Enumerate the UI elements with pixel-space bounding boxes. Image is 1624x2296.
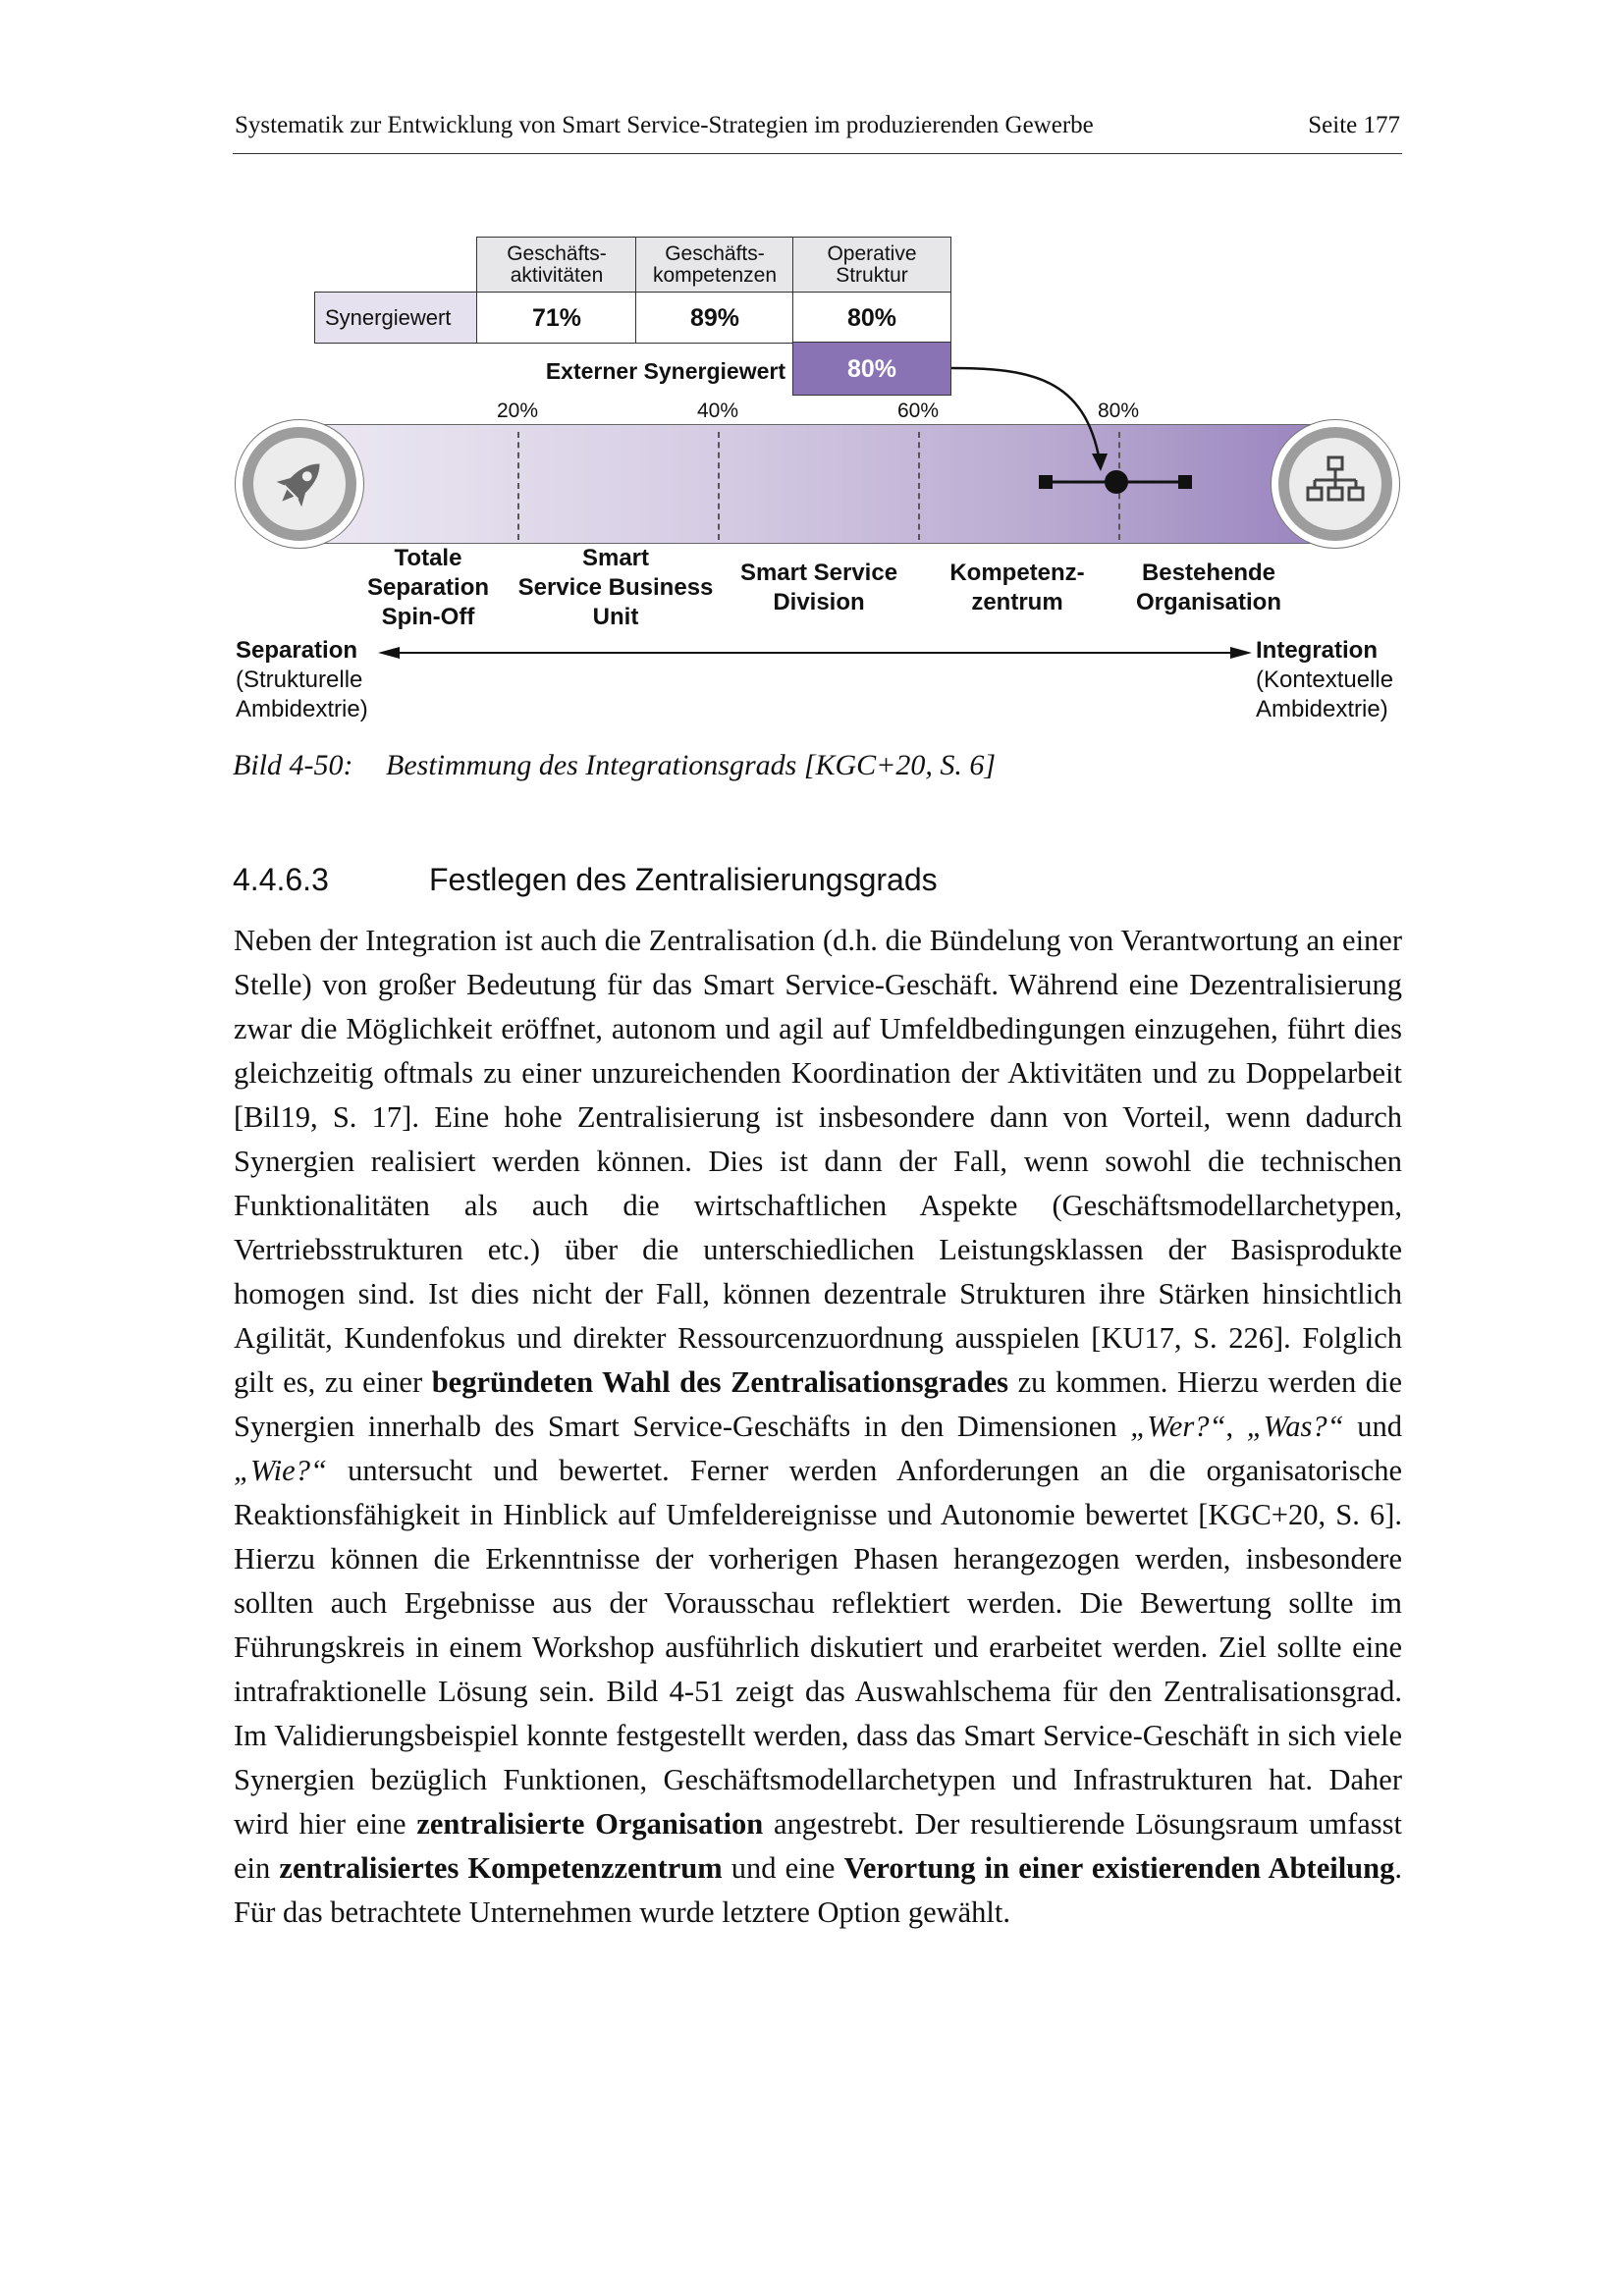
bold-run: zentralisierte Organisation [416,1807,764,1841]
figure-caption [233,749,996,782]
text-run: und [1357,1410,1403,1443]
external-synergy-label: Externer Synergiewert [545,357,785,384]
section-number: 4.4.6.3 [233,862,329,897]
bold-run: Verortung in einer existierenden Abteilung [843,1851,1395,1885]
external-synergy-value: 80% [792,342,951,396]
text-run: , [1225,1410,1234,1443]
bold-run: zentralisiertes Kompetenzzentrum [279,1851,723,1885]
selection-arrow [951,368,1100,461]
axis-right-title: Integration [1256,637,1378,664]
text-run: und eine [731,1851,836,1885]
selected-position-marker [1105,470,1128,494]
page-number: Seite 177 [1308,112,1400,138]
italic-run: „Wie?“ [234,1454,327,1487]
figure-overlay [0,0,1624,746]
stage-spin-off: Totale Separation Spin-Off [366,545,490,630]
scale-label-80: 80% [1097,400,1140,422]
text-run: Neben der Integration ist auch die Zentralisation (d.h. die Bündelung von Verantwortung an einer Stelle) von großer Bedeutung für das Smart Service-Geschäft. Während eine Dezentralisierung zwar die Möglichkeit eröffnet, autonom und agil auf Umfeldbedingungen einzugehen, führt dies gleichzeitig oftmals zu einer unzureichenden Koordination der Aktivitäten und zu Doppelarbeit [Bil19, S. 17]. Eine hohe Zentralisierung ist insbesondere dann von Vorteil, wenn dadurch Synergien realisiert werden können. Dies ist dann der Fall, wenn sowohl die technischen Funktionalitäten als auch die wirtschaftlichen Aspekte (Geschäftsmodellarchetypen, Vertriebsstrukturen etc.) über die unterschiedlichen Leistungsklassen der Basisprodukte homogen sind. Ist dies nicht der Fall, können dezentrale Strukturen ihre Stärken hinsichtlich Agilität, Kundenfokus und direkter Ressourcenzuordnung ausspielen [KU17, S. 226]. Folglich gilt es, zu einer [234,924,1402,1399]
stage-division: Smart Service Division [739,560,898,615]
axis-right-sub1: (Kontextuelle [1256,667,1394,693]
text-run: zu kommen. Hierzu werden die Synergien innerhalb des Smart Service-Geschäfts in den Dimensionen [234,1365,1403,1443]
text-run: untersucht und bewertet. Ferner werden Anforderungen an die organisatorische Reaktionsfähigkeit in Hinblick auf Umfeldereignisse und Autonomie bewertet [KGC+20, S. 6]. Hierzu können die Erkenntnisse der vorherigen Phasen herangezogen werden, insbesondere sollten auch Ergebnisse aus der Vorausschau reflektiert werden. Die Bewertung sollte im Führungskreis in einem Workshop ausführlich diskutiert und erarbeitet werden. Ziel sollte eine intrafraktionelle Lösung sein. Bild 4-51 zeigt das Auswahlschema für den Zentralisationsgrad. Im Validierungsbeispiel konnte festgestellt werden, dass das Smart Service-Geschäft in sich viele Synergien bezüglich Funktionen, Geschäftsmodellarchetypen und Infrastrukturen hat. Daher wird hier eine [234,1454,1403,1841]
bold-run: begründeten Wahl des Zentralisationsgrades [431,1365,1009,1399]
integration-figure [0,0,1624,746]
axis-left-sub1: (Strukturelle [236,667,363,693]
integration-circle [1271,419,1400,549]
org-chart-icon [1304,453,1367,515]
section-heading [233,862,938,898]
stage-business-unit: Smart Service Business Unit [517,545,714,630]
scale-label-20: 20% [496,400,539,422]
axis-left-sub2: Ambidextrie) [236,696,368,722]
col-header-competencies: Geschäfts- kompetenzen [635,237,794,294]
scale-label-40: 40% [696,400,739,422]
caption-number: Bild 4-50: [233,749,353,781]
axis-left-title: Separation [236,637,358,664]
text-run: . Für das betrachtete Unternehmen wurde letztere Option gewählt. [234,1851,1402,1929]
separation-circle [235,419,364,549]
row-label-synergy: Synergiewert [314,292,478,344]
value-competencies: 89% [635,292,794,344]
selection-arrowhead [1092,454,1108,471]
italic-run: „Wer?“ [1130,1410,1226,1443]
text-run: angestrebt. Der resultierende Lösungsraum umfasst ein [234,1807,1403,1885]
separation-integration-axis [378,643,1252,663]
stage-competence-center: Kompetenz- zentrum [949,560,1085,615]
axis-left-label [236,636,368,724]
body-text [234,919,1402,1935]
scale-label-60: 60% [896,400,940,422]
body-paragraph [234,919,1402,1935]
running-title: Systematik zur Entwicklung von Smart Service-Strategien im produzierenden Gewerbe [235,112,1094,138]
value-activities: 71% [476,292,637,344]
axis-right-label [1256,636,1393,724]
marker-left-square [1039,475,1053,489]
col-header-structure: Operative Struktur [792,237,951,294]
axis-right-sub2: Ambidextrie) [1256,696,1388,722]
rocket-icon [265,450,334,518]
caption-text: Bestimmung des Integrationsgrads [KGC+20, S. 6] [386,749,997,781]
section-title: Festlegen des Zentralisierungsgrads [429,862,938,897]
stage-existing-organisation: Bestehende Organisation [1135,560,1282,615]
col-header-activities: Geschäfts- aktivitäten [476,237,637,294]
value-structure: 80% [792,292,951,344]
italic-run: „Was?“ [1246,1410,1344,1443]
marker-right-square [1178,475,1192,489]
